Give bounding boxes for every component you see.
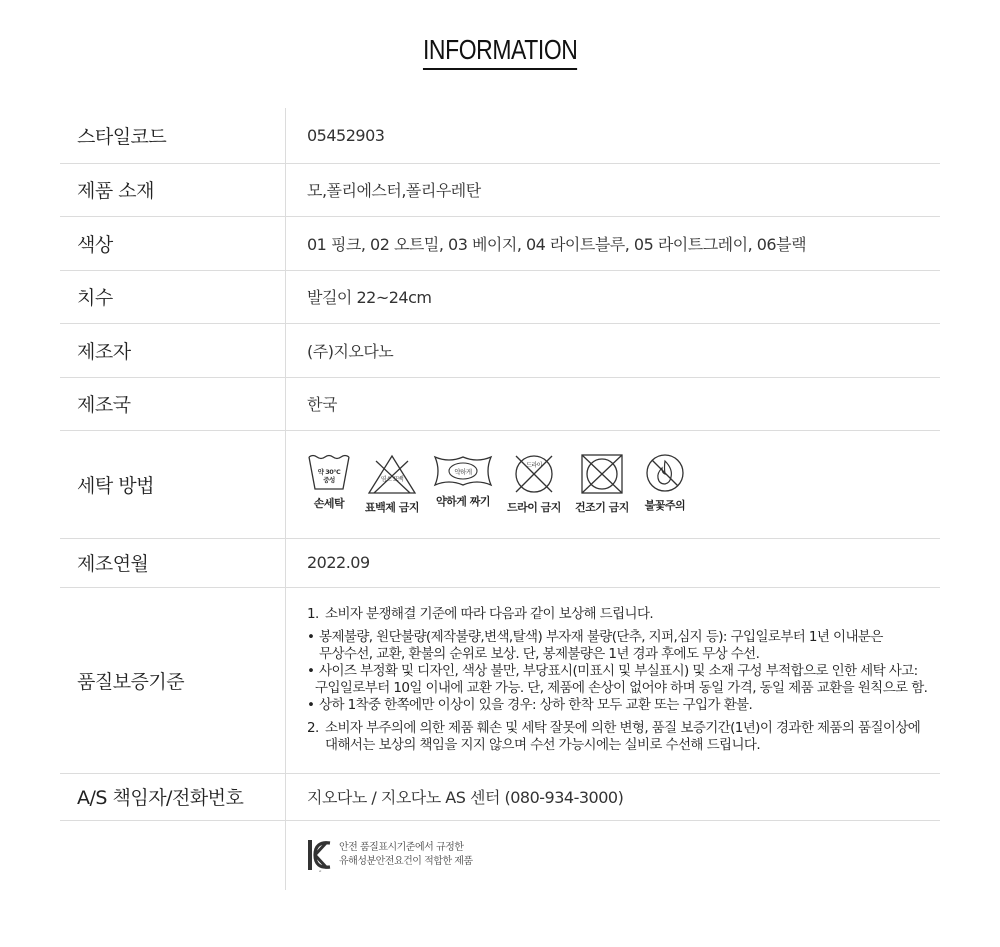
quality-num-2: 2. <box>307 720 319 736</box>
quality-num-1: 1. <box>307 606 319 622</box>
no-bleach-icon <box>366 453 418 495</box>
label-country: 제조국 <box>60 377 286 430</box>
row-wash <box>60 430 940 538</box>
quality-bullet-1 <box>307 629 940 663</box>
label-quality: 품질보증기준 <box>60 587 286 773</box>
caption-no-tumble-dry: 건조기 금지 <box>574 501 629 514</box>
title-text: INFORMATION <box>423 33 578 70</box>
no-dry-clean-icon <box>512 453 556 495</box>
value-as: 지오다노 / 지오다노 AS 센터 (080-934-3000) <box>286 773 941 820</box>
label-color: 색상 <box>60 216 286 270</box>
value-size: 발길이 22~24cm <box>286 270 941 323</box>
quality-p2a: 소비자 부주의에 의한 제품 훼손 및 세탁 잘못에 의한 변형, 품질 보증기간(1년)이 경과한 제품의 품질이상에 <box>325 720 921 736</box>
kc-mark-icon <box>307 837 333 873</box>
kc-line-2: 유해성분안전요건이 적합한 제품 <box>339 856 473 868</box>
value-material: 모,폴리에스터,폴리우레탄 <box>286 163 941 216</box>
label-kc-empty <box>60 820 286 890</box>
row-kc <box>60 820 940 890</box>
quality-p1: 소비자 분쟁해결 기준에 따라 다음과 같이 보상해 드립니다. <box>325 606 654 622</box>
bullet-dot: • <box>307 697 315 713</box>
row-material <box>60 163 940 216</box>
bullet-dot: • <box>307 629 315 645</box>
row-style-code <box>60 108 940 163</box>
caption-fire-caution: 불꽃주의 <box>644 499 686 512</box>
quality-b1a: 봉제불량, 원단불량(제작불량,변색,탈색) 부자재 불량(단추, 지퍼,심지 등): 구입일로부터 1년 이내분은 <box>319 629 883 645</box>
value-kc <box>286 820 941 890</box>
kc-certification <box>307 837 940 873</box>
label-maker: 제조자 <box>60 323 286 377</box>
row-date <box>60 538 940 587</box>
caption-hand-wash: 손세탁 <box>313 497 345 510</box>
care-no-dry-clean <box>507 453 561 515</box>
row-quality <box>60 587 940 773</box>
quality-b2a: 사이즈 부정확 및 디자인, 색상 불만, 부당표시(미표시 및 부실표시) 및 소재 구성 부적합으로 인한 세탁 사고: <box>319 663 918 679</box>
label-date: 제조연월 <box>60 538 286 587</box>
dry-inner: 드라이 <box>526 462 542 469</box>
value-maker: (주)지오다노 <box>286 323 941 377</box>
quality-b1b: 무상수선, 교환, 환불의 순위로 보상. 단, 봉제불량은 1년 경과 후에도 무상 수선. <box>319 646 760 662</box>
wring-gently-icon <box>433 453 493 489</box>
quality-b2b: 구입일로부터 10일 이내에 교환 가능. 단, 제품에 손상이 없어야 하며 동일 가격, 동일 제품 교환을 원칙으로 함. <box>315 680 928 696</box>
kc-line-1: 안전 품질표시기준에서 규정한 <box>339 842 464 854</box>
hand-wash-icon <box>307 453 351 491</box>
care-hand-wash <box>307 453 351 511</box>
care-no-tumble-dry <box>575 453 629 515</box>
value-date: 2022.09 <box>286 538 941 587</box>
info-table <box>60 108 940 890</box>
label-style-code: 스타일코드 <box>60 108 286 163</box>
quality-text <box>307 606 940 754</box>
bullet-dot: • <box>307 663 315 679</box>
caption-wring-gently: 약하게 짜기 <box>435 495 490 508</box>
kc-text <box>339 841 473 869</box>
value-style-code: 05452903 <box>286 108 941 163</box>
row-as <box>60 773 940 820</box>
hand-wash-neutral: 중성 <box>323 476 335 484</box>
label-size: 치수 <box>60 270 286 323</box>
label-wash: 세탁 방법 <box>60 430 286 538</box>
quality-b3: 상하 1착중 한쪽에만 이상이 있을 경우: 상하 한착 모두 교환 또는 구입가 환불. <box>319 697 753 713</box>
quality-bullet-2 <box>307 663 940 697</box>
quality-bullet-3 <box>307 697 940 714</box>
no-bleach-inner: 염소 표백 <box>380 476 404 483</box>
care-no-bleach <box>365 453 419 515</box>
care-wring-gently <box>433 453 493 509</box>
care-symbols <box>307 453 940 515</box>
care-fire-caution <box>643 453 687 513</box>
row-country <box>60 377 940 430</box>
no-tumble-dry-icon <box>579 453 625 495</box>
quality-item-1 <box>307 606 940 623</box>
kc-mark-text: KC <box>319 871 321 874</box>
value-country: 한국 <box>286 377 941 430</box>
caption-no-dry-clean: 드라이 금지 <box>506 501 561 514</box>
row-maker <box>60 323 940 377</box>
hand-wash-temp: 약 30°C <box>317 468 341 476</box>
value-color: 01 핑크, 02 오트밀, 03 베이지, 04 라이트블루, 05 라이트그레이, 06블랙 <box>286 216 941 270</box>
row-color <box>60 216 940 270</box>
row-size <box>60 270 940 323</box>
fire-caution-icon <box>643 453 687 493</box>
quality-item-2 <box>307 720 940 754</box>
wring-inner: 약하게 <box>454 468 472 476</box>
label-material: 제품 소재 <box>60 163 286 216</box>
value-quality <box>286 587 941 773</box>
label-as: A/S 책임자/전화번호 <box>60 773 286 820</box>
value-wash <box>286 430 941 538</box>
caption-no-bleach: 표백제 금지 <box>365 501 419 514</box>
page-title <box>0 33 1000 70</box>
quality-p2b: 대해서는 보상의 책임을 지지 않으며 수선 가능시에는 실비로 수선해 드립니다. <box>325 737 761 753</box>
